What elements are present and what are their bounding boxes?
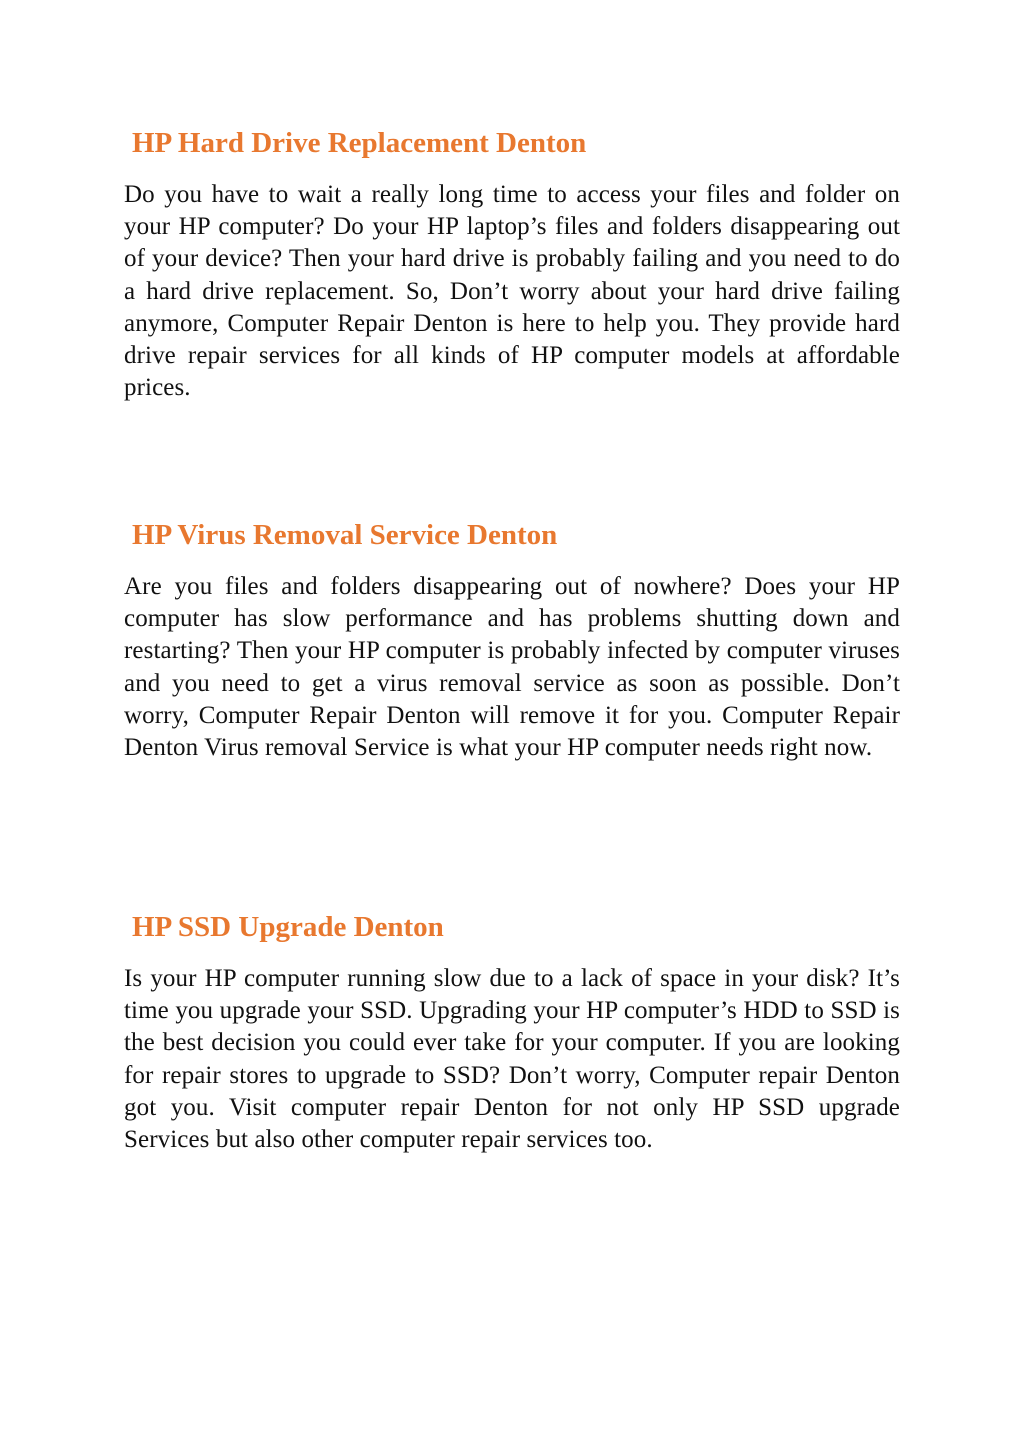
section-heading: HP SSD Upgrade Denton	[132, 911, 444, 943]
section-heading: HP Virus Removal Service Denton	[132, 519, 558, 551]
section-virus-removal	[124, 517, 900, 764]
section-heading: HP Hard Drive Replacement Denton	[132, 127, 587, 159]
section-paragraph: Do you have to wait a really long time to access your files and folder on your HP computer? Do your HP laptop’s files and folders disappearing out of your device? Then your hard drive is probably failing and you need to do a hard drive replacement. So, Don’t worry about your hard drive failing anymore, Computer Repair Denton is here to help you. They provide hard drive repair services for all kinds of HP computer models at affordable prices.	[124, 181, 900, 402]
section-hard-drive-replacement	[124, 125, 900, 404]
section-paragraph: Are you files and folders disappearing out of nowhere? Does your HP computer has slow performance and has problems shutting down and restarting? Then your HP computer is probably infected by computer viruses and you need to get a virus removal service as soon as possible. Don’t worry, Computer Repair Denton will remove it for you. Computer Repair Denton Virus removal Service is what your HP computer needs right now.	[124, 573, 900, 762]
section-paragraph: Is your HP computer running slow due to a lack of space in your disk? It’s time you upgrade your SSD. Upgrading your HP computer’s HDD to SSD is the best decision you could ever take for your computer. If you are looking for repair stores to upgrade to SSD? Don’t worry, Computer repair Denton got you. Visit computer repair Denton for not only HP SSD upgrade Services but also other computer repair services too.	[124, 965, 900, 1154]
section-ssd-upgrade	[124, 909, 900, 1156]
